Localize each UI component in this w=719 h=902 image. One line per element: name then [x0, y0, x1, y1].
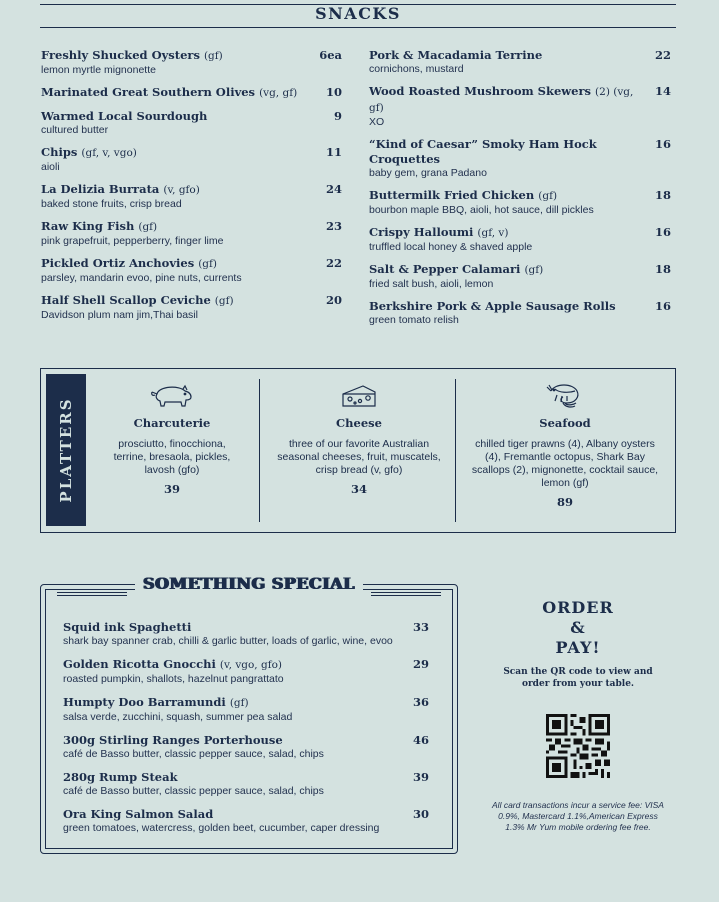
item-desc: roasted pumpkin, shallots, hazelnut pangrattato: [63, 673, 284, 685]
item-name: Wood Roasted Mushroom Skewers: [369, 84, 592, 98]
pig-icon: [101, 381, 243, 411]
item-name: Ora King Salmon Salad: [63, 807, 214, 821]
item-name: 300g Stirling Ranges Porterhouse: [63, 733, 283, 747]
platter-seafood: [469, 381, 661, 509]
item-price: 39: [412, 770, 429, 784]
platter-desc: prosciutto, finocchiona, terrine, bresaola, pickles, lavosh (gfo): [113, 438, 231, 476]
item-desc: cornichons, mustard: [369, 63, 464, 75]
platter-price: 39: [163, 482, 180, 496]
special-items: [63, 620, 429, 844]
item-desc: pink grapefruit, pepperberry, finger lime: [41, 235, 224, 247]
item-price: 18: [654, 188, 671, 202]
platter-name: Seafood: [539, 416, 591, 430]
order-title-line3: PAY!: [555, 638, 601, 657]
item-desc: aioli: [41, 161, 60, 173]
menu-item: [63, 620, 429, 648]
item-price: 46: [412, 733, 429, 747]
platters-section: [40, 368, 676, 533]
item-tag: (vg, gf): [259, 87, 298, 99]
item-price: 6ea: [319, 48, 342, 62]
platter-charcuterie: [101, 381, 243, 496]
item-price: 36: [412, 695, 429, 709]
item-name: “Kind of Caesar” Smoky Ham Hock Croquettes: [369, 137, 597, 166]
item-desc: baby gem, grana Padano: [369, 167, 487, 179]
order-title-line2: &: [570, 618, 586, 637]
cheese-icon: [273, 381, 445, 411]
prawn-icon: [469, 381, 661, 411]
snacks-right-column: [369, 48, 671, 335]
menu-item: [369, 262, 671, 291]
menu-item: [369, 299, 671, 327]
item-price: 16: [654, 299, 671, 313]
order-pay-section: [490, 598, 666, 833]
platter-desc: chilled tiger prawns (4), Albany oysters (4), Fremantle octopus, Shark Bay scallops (2), mignonette, cocktail sauce, lemon (gf): [471, 438, 659, 489]
item-desc: café de Basso butter, classic pepper sauce, salad, chips: [63, 748, 324, 760]
item-name: Crispy Halloumi: [369, 225, 474, 239]
item-desc: baked stone fruits, crisp bread: [41, 198, 182, 210]
menu-item: [41, 293, 342, 322]
item-price: 11: [325, 145, 342, 159]
order-title-line1: ORDER: [542, 598, 614, 617]
menu-item: [41, 109, 342, 137]
platters-label-block: [46, 374, 86, 526]
item-price: 16: [654, 137, 671, 151]
item-price: 33: [412, 620, 429, 634]
item-price: 30: [412, 807, 429, 821]
platter-price: 89: [556, 495, 573, 509]
menu-item: [41, 219, 342, 248]
item-desc: parsley, mandarin evoo, pine nuts, currents: [41, 272, 242, 284]
item-name: Freshly Shucked Oysters: [41, 48, 200, 62]
item-desc: fried salt bush, aioli, lemon: [369, 278, 494, 290]
item-tag: (gf, v): [477, 227, 509, 239]
item-price: 9: [333, 109, 342, 123]
item-tag: (gf): [198, 258, 217, 270]
item-price: 18: [654, 262, 671, 276]
menu-item: [63, 657, 429, 686]
item-desc: shark bay spanner crab, chilli & garlic butter, loads of garlic, wine, evoo: [63, 635, 393, 647]
item-price: 16: [654, 225, 671, 239]
menu-item: [41, 48, 342, 77]
order-fees-note: All card transactions incur a service fee: VISA 0.9%, Mastercard 1.1%,American Express 1.3% Mr Yum mobile ordering fee free.: [492, 800, 664, 832]
menu-item: [369, 48, 671, 76]
menu-item: [63, 807, 429, 835]
item-tag: (v, vgo, gfo): [219, 659, 283, 671]
menu-item: [369, 137, 671, 180]
item-tag: (v, gfo): [163, 184, 200, 196]
item-name: Humpty Doo Barramundi: [63, 695, 226, 709]
snacks-header: [40, 0, 676, 28]
item-desc: XO: [369, 116, 385, 128]
item-name: 280g Rump Steak: [63, 770, 178, 784]
item-price: 22: [654, 48, 671, 62]
menu-item: [369, 188, 671, 217]
item-desc: cultured butter: [41, 124, 109, 136]
menu-item: [369, 84, 671, 129]
snacks-left-column: [41, 48, 342, 330]
item-desc: green tomatoes, watercress, golden beet, cucumber, caper dressing: [63, 822, 380, 834]
platter-name: Charcuterie: [133, 416, 211, 430]
platters-title: PLATTERS: [57, 397, 75, 503]
item-tag: (gf): [203, 50, 223, 62]
item-tag: (gf): [538, 190, 558, 202]
item-desc: lemon myrtle mignonette: [41, 64, 156, 76]
item-name: Pickled Ortiz Anchovies: [41, 256, 195, 270]
item-name: Squid ink Spaghetti: [63, 620, 192, 634]
item-tag: (gf): [138, 221, 158, 233]
item-tag: (gf, v, vgo): [81, 147, 137, 159]
item-name: Chips: [41, 145, 78, 159]
special-title: SOMETHING SPECIAL: [135, 574, 363, 593]
item-name: Pork & Macadamia Terrine: [369, 48, 543, 62]
item-desc: green tomato relish: [369, 314, 459, 326]
item-desc: truffled local honey & shaved apple: [369, 241, 533, 253]
item-desc: salsa verde, zucchini, squash, summer pea salad: [63, 711, 293, 723]
item-desc: bourbon maple BBQ, aioli, hot sauce, dill pickles: [369, 204, 594, 216]
divider: [455, 379, 456, 522]
order-subtitle: Scan the QR code to view and order from your table.: [503, 667, 653, 689]
item-price: 29: [412, 657, 429, 671]
divider: [259, 379, 260, 522]
menu-item: [369, 225, 671, 254]
item-price: 10: [325, 85, 342, 99]
item-price: 20: [325, 293, 342, 307]
item-name: Raw King Fish: [41, 219, 135, 233]
item-tag: (2) (vg, gf): [369, 86, 634, 114]
menu-item: [41, 256, 342, 285]
item-name: Buttermilk Fried Chicken: [369, 188, 535, 202]
menu-item: [63, 695, 429, 724]
menu-item: [41, 145, 342, 174]
item-price: 23: [325, 219, 342, 233]
item-desc: Davidson plum nam jim,Thai basil: [41, 309, 198, 321]
item-name: Marinated Great Southern Olives: [41, 85, 256, 99]
item-name: Warmed Local Sourdough: [41, 109, 208, 123]
item-price: 14: [654, 84, 671, 98]
platter-name: Cheese: [336, 416, 382, 430]
qr-code-icon[interactable]: [546, 714, 610, 778]
item-desc: café de Basso butter, classic pepper sauce, salad, chips: [63, 785, 324, 797]
menu-item: [41, 182, 342, 211]
item-tag: (gf): [214, 295, 234, 307]
item-tag: (gf): [229, 697, 249, 709]
item-price: 22: [325, 256, 342, 270]
platter-desc: three of our favorite Australian seasonal cheeses, fruit, muscatels, crisp bread (v, gfo): [277, 438, 441, 476]
snacks-title: SNACKS: [315, 4, 401, 23]
item-name: La Delizia Burrata: [41, 182, 160, 196]
platter-cheese: [273, 381, 445, 496]
menu-item: [63, 733, 429, 761]
menu-item: [63, 770, 429, 798]
item-name: Berkshire Pork & Apple Sausage Rolls: [369, 299, 616, 313]
item-name: Golden Ricotta Gnocchi: [63, 657, 216, 671]
special-section: [40, 574, 458, 854]
item-name: Salt & Pepper Calamari: [369, 262, 521, 276]
item-name: Half Shell Scallop Ceviche: [41, 293, 211, 307]
menu-item: [41, 85, 342, 101]
item-tag: (gf): [524, 264, 544, 276]
item-price: 24: [325, 182, 342, 196]
platter-price: 34: [350, 482, 367, 496]
